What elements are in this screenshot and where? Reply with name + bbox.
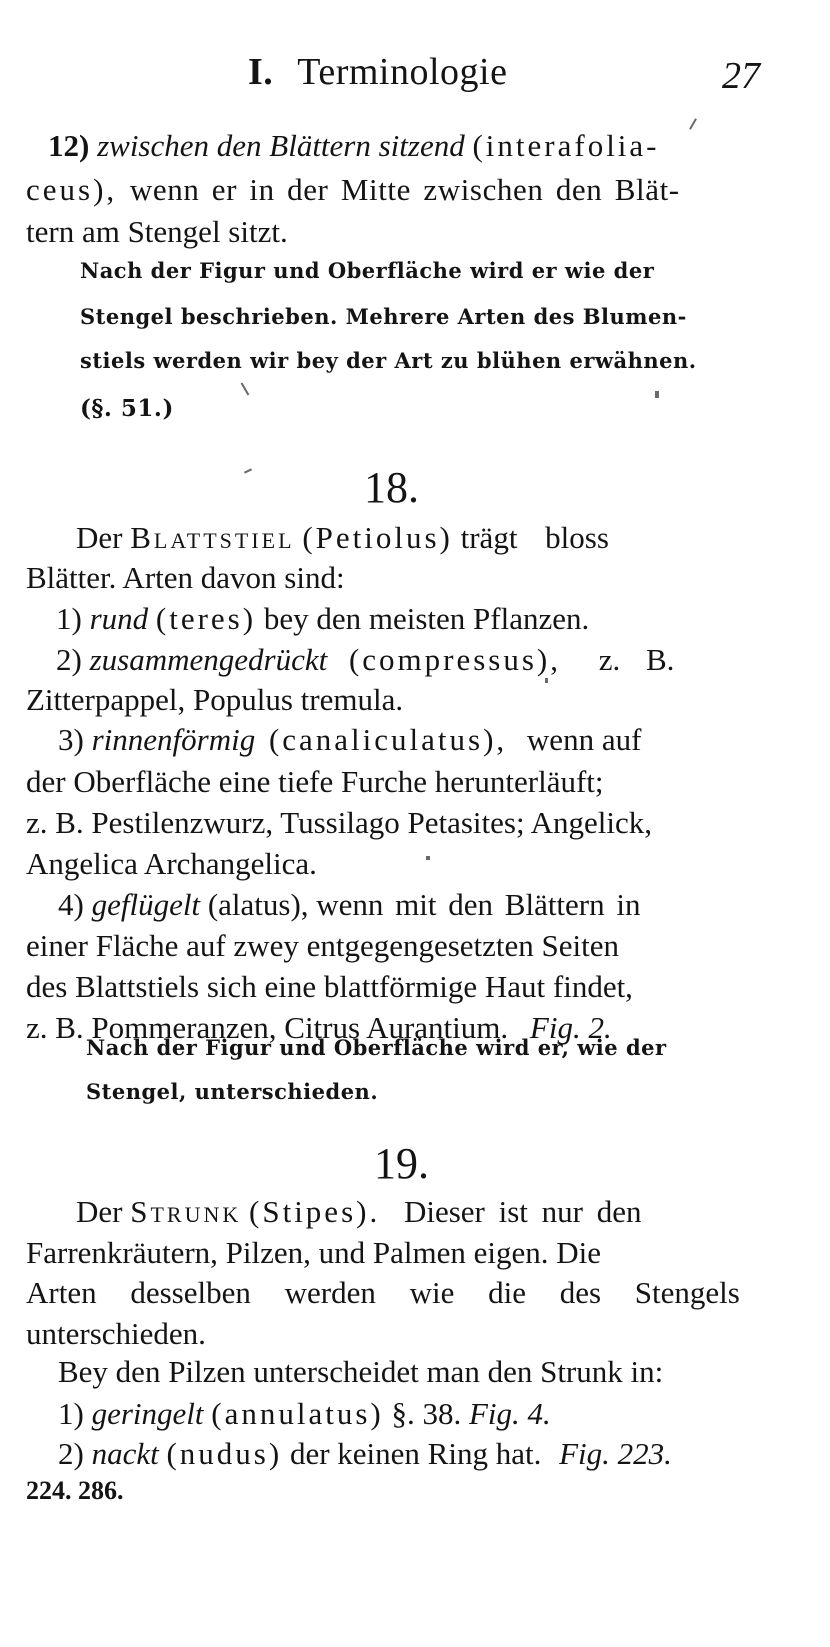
entry-12-line-2	[26, 174, 680, 205]
entry-12-latin-part2: ceus),	[26, 172, 118, 207]
entry-12-note-line-2: Stengel beschrieben. Mehrere Arten des Blumen-	[80, 304, 687, 329]
entry-12-note-line-3: stiels werden wir bey der Art zu blühen erwähnen.	[80, 348, 697, 373]
chapter-number: I.	[248, 51, 274, 93]
entry-12-latin-part1: (interafolia-	[472, 128, 660, 163]
section-18-intro-line-1	[76, 522, 609, 553]
section-18-item-4-line-4-text: z. B. Pommeranzen, Citrus Aurantium.	[26, 1010, 509, 1045]
entry-12-line-3: tern am Stengel sitzt.	[26, 214, 288, 249]
entry-12-rest: wenn er in der Mitte zwischen den Blät-	[129, 172, 680, 207]
section-19-line-3: Arten desselben werden wie die des Stengels	[26, 1275, 740, 1310]
section-18-item-3-rest: wenn auf	[526, 722, 642, 757]
section-18-item-1-latin: (teres)	[155, 601, 257, 636]
print-speck	[689, 118, 697, 129]
section-18-item-3-term: rinnenförmig	[91, 722, 256, 757]
chapter-title: Terminologie	[297, 51, 508, 93]
section-18-item-4-term: geflügelt	[91, 887, 201, 922]
section-18-item-1	[56, 603, 589, 634]
section-19-item-1-fig: Fig. 4.	[468, 1396, 551, 1431]
section-18-item-4-fig: Fig. 2.	[529, 1010, 612, 1045]
section-19-item-2-latin: (nudus)	[166, 1436, 283, 1471]
section-19-line-5: Bey den Pilzen unterscheidet man den Strunk in:	[58, 1354, 664, 1389]
section-19-item-2-fig: Fig. 223.	[559, 1436, 672, 1471]
print-speck	[244, 468, 252, 473]
section-18-note-line-1: Nach der Figur und Oberfläche wird er, wie der	[86, 1035, 667, 1060]
entry-12-term: zwischen den Blättern sitzend	[97, 128, 465, 163]
section-18-item-3-latin: (canaliculatus),	[268, 722, 508, 757]
entry-12-number: 12)	[48, 128, 90, 163]
section-19-item-1-number: 1)	[58, 1396, 84, 1431]
section-18-item-2-term: zusammengedrückt	[89, 642, 328, 677]
section-18-item-1-number: 1)	[56, 601, 82, 636]
section-18-intro-the: Der	[76, 520, 123, 555]
section-19-term: Strunk	[130, 1194, 242, 1229]
section-18-item-4-rest: wenn mit den Blättern in	[316, 887, 641, 922]
section-19-intro-rest: Dieser ist nur den	[403, 1194, 642, 1229]
section-18-intro-line-2: Blätter. Arten davon sind:	[26, 560, 345, 595]
section-18-item-3	[58, 724, 641, 755]
entry-12-note-line-1: Nach der Figur und Oberfläche wird er wie der	[80, 258, 655, 283]
section-18-term: Blattstiel	[130, 520, 295, 555]
section-19-intro-the: Der	[76, 1194, 123, 1229]
section-19-line-2: Farrenkräutern, Pilzen, und Palmen eigen. Die	[26, 1235, 602, 1270]
section-18-number: 18.	[364, 463, 419, 512]
section-18-item-4-number: 4)	[58, 887, 84, 922]
section-19-latin: (Stipes).	[249, 1194, 381, 1229]
section-19-item-2-number: 2)	[58, 1436, 84, 1471]
section-18-latin: (Petiolus)	[302, 520, 453, 555]
print-speck	[655, 391, 659, 398]
entry-12-note-line-4: (§. 51.)	[80, 395, 174, 422]
section-18-item-2-rest: z. B.	[598, 642, 675, 677]
entry-12-line-1	[48, 130, 660, 161]
section-18-item-1-term: rund	[89, 601, 149, 636]
section-18-item-4	[58, 889, 641, 920]
section-19-item-2-line-2: 224. 286.	[26, 1476, 124, 1505]
section-19-intro-line-1	[76, 1196, 641, 1227]
section-18-item-2-line-2: Zitterpappel, Populus tremula.	[26, 682, 404, 717]
section-19-item-1-latin: (annulatus)	[211, 1396, 384, 1431]
section-19-item-2-term: nackt	[91, 1436, 159, 1471]
print-speck	[426, 856, 430, 860]
page-number: 27	[722, 55, 760, 97]
print-speck	[241, 382, 250, 395]
section-18-item-1-rest: bey den meisten Pflanzen.	[263, 601, 590, 636]
section-18-item-3-line-3: z. B. Pestilenzwurz, Tussilago Petasites; Angelick,	[26, 805, 652, 840]
section-19-item-1	[58, 1398, 551, 1429]
section-18-intro-rest: trägt bloss	[460, 520, 609, 555]
running-header	[248, 50, 507, 94]
section-18-item-3-line-2: der Oberfläche eine tiefe Furche herunterläuft;	[26, 764, 604, 799]
section-18-item-2-number: 2)	[56, 642, 82, 677]
section-18-item-2-latin: (compressus),	[348, 642, 561, 677]
section-19-number: 19.	[374, 1139, 429, 1188]
section-19-item-2	[58, 1438, 672, 1469]
section-19-item-1-term: geringelt	[91, 1396, 204, 1431]
section-18-item-3-number: 3)	[58, 722, 84, 757]
section-18-note-line-2: Stengel, unterschieden.	[86, 1079, 379, 1104]
print-speck	[545, 678, 548, 683]
section-18-item-4-line-3: des Blattstiels sich eine blattförmige Haut findet,	[26, 969, 633, 1004]
section-19-line-4: unterschieden.	[26, 1316, 206, 1351]
section-19-item-2-rest: der keinen Ring hat.	[289, 1436, 542, 1471]
section-18-item-4-latin: (alatus),	[207, 887, 309, 922]
section-19-item-1-ref: §. 38.	[391, 1396, 462, 1431]
section-18-item-3-line-4: Angelica Archangelica.	[26, 846, 317, 881]
section-18-item-4-line-2: einer Fläche auf zwey entgegengesetzten Seiten	[26, 928, 620, 963]
section-18-item-2	[56, 644, 674, 675]
